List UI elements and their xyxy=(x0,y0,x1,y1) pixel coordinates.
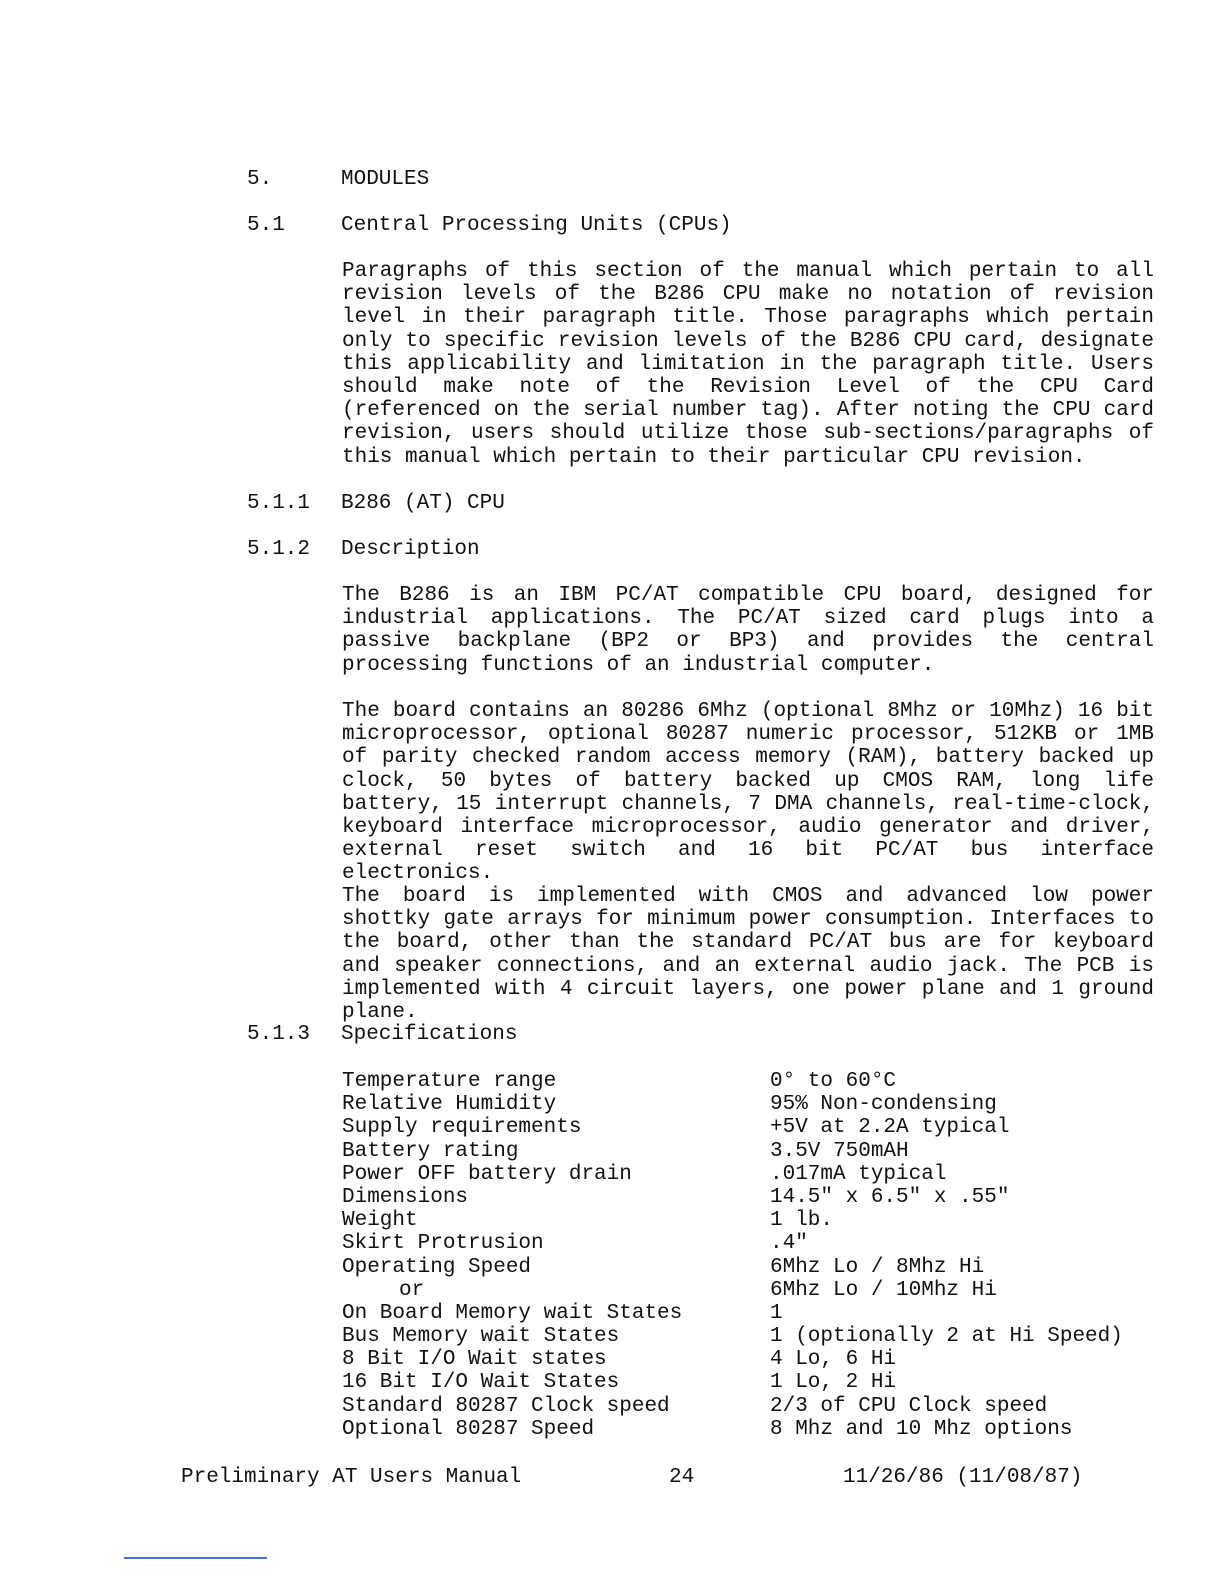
spec-label: Temperature range xyxy=(342,1070,557,1093)
spec-row xyxy=(342,1093,1154,1116)
specifications-table xyxy=(342,1070,1154,1441)
footer-page-number: 24 xyxy=(669,1466,695,1489)
section-5-1-heading xyxy=(247,214,732,237)
spec-label: Skirt Protrusion xyxy=(342,1232,544,1256)
spec-label: 16 Bit I/O Wait States xyxy=(342,1371,620,1395)
footer-title: Preliminary AT Users Manual xyxy=(181,1466,522,1489)
section-title: Description xyxy=(341,538,480,561)
spec-value: +5V at 2.2A typical xyxy=(770,1116,1010,1140)
spec-label: Optional 80287 Speed xyxy=(342,1417,595,1441)
spec-row xyxy=(342,1418,1154,1441)
spec-label: Relative Humidity xyxy=(342,1093,557,1117)
spec-value: 6Mhz Lo / 8Mhz Hi xyxy=(770,1255,985,1279)
spec-row xyxy=(342,1070,1154,1093)
section-number: 5.1.1 xyxy=(247,492,311,515)
spec-label: Dimensions xyxy=(342,1185,469,1209)
spec-row xyxy=(342,1209,1154,1232)
spec-value: 1 lb. xyxy=(770,1209,834,1233)
section-number: 5.1.2 xyxy=(247,538,311,561)
spec-row xyxy=(342,1348,1154,1371)
spec-value: 6Mhz Lo / 10Mhz Hi xyxy=(770,1278,997,1302)
spec-row xyxy=(342,1256,1154,1279)
spec-row xyxy=(342,1325,1154,1348)
spec-value: 2/3 of CPU Clock speed xyxy=(770,1394,1048,1418)
spec-value: .4" xyxy=(770,1232,808,1256)
spec-value: 1 Lo, 2 Hi xyxy=(770,1371,897,1395)
spec-value: 14.5" x 6.5" x .55" xyxy=(770,1185,1010,1209)
spec-row xyxy=(342,1186,1154,1209)
spec-value: 1 xyxy=(770,1301,783,1325)
spec-row xyxy=(342,1232,1154,1255)
spec-value: 8 Mhz and 10 Mhz options xyxy=(770,1417,1073,1441)
spec-row xyxy=(342,1116,1154,1139)
spec-row xyxy=(342,1371,1154,1394)
spec-value: .017mA typical xyxy=(770,1162,947,1186)
description-paragraph-1: The B286 is an IBM PC/AT compatible CPU board, designed for industrial applications. The PC/AT sized card plugs into a passive backplane (BP2 or BP3) and provides the central processing functions of an industrial computer. xyxy=(342,584,1154,677)
spec-value: 4 Lo, 6 Hi xyxy=(770,1348,897,1372)
spec-value: 3.5V 750mAH xyxy=(770,1139,909,1163)
spec-label: or xyxy=(399,1278,425,1302)
spec-label: Battery rating xyxy=(342,1139,519,1163)
spec-value: 1 (optionally 2 at Hi Speed) xyxy=(770,1325,1123,1349)
spec-value: 0° to 60°C xyxy=(770,1070,897,1093)
spec-row xyxy=(342,1140,1154,1163)
spec-label: 8 Bit I/O Wait states xyxy=(342,1348,607,1372)
scan-edge-line xyxy=(124,1557,267,1559)
spec-row xyxy=(342,1279,1154,1302)
description-paragraph-3: The board is implemented with CMOS and advanced low power shottky gate arrays for minimum power consumption. Interfaces to the board, other than the standard PC/AT bus are for keyboard and speaker connections, and an external audio jack. The PCB is implemented with 4 circuit layers, one power plane and 1 ground plane. xyxy=(342,885,1154,1025)
section-title: Specifications xyxy=(341,1023,518,1046)
spec-label: On Board Memory wait States xyxy=(342,1301,683,1325)
spec-label: Supply requirements xyxy=(342,1116,582,1140)
section-5-1-3-heading xyxy=(247,1023,517,1046)
section-5-1-2-heading xyxy=(247,538,480,561)
description-paragraph-2: The board contains an 80286 6Mhz (optional 8Mhz or 10Mhz) 16 bit microprocessor, optional 80287 numeric processor, 512KB or 1MB of parity checked random access memory (RAM), battery backed up clock, 50 bytes of battery backed up CMOS RAM, long life battery, 15 interrupt channels, 7 DMA channels, real-time-clock, keyboard interface microprocessor, audio generator and driver, external reset switch and 16 bit PC/AT bus interface electronics. xyxy=(342,700,1154,886)
section-5-heading xyxy=(247,168,429,191)
footer-date: 11/26/86 (11/08/87) xyxy=(843,1466,1083,1489)
section-title: MODULES xyxy=(341,168,430,191)
spec-label: Standard 80287 Clock speed xyxy=(342,1394,670,1418)
intro-paragraph: Paragraphs of this section of the manual which pertain to all revision levels of the B286 CPU make no notation of revision level in their paragraph title. Those paragraphs which pertain only to specific revision levels of the B286 CPU card, designate this applicability and limitation in the paragraph title. Users should make note of the Revision Level of the CPU Card (referenced on the serial number tag). After noting the CPU card revision, users should utilize those sub-sections/paragraphs of this manual which pertain to their particular CPU revision. xyxy=(342,260,1154,469)
section-number: 5.1.3 xyxy=(247,1023,311,1046)
spec-label: Bus Memory wait States xyxy=(342,1325,620,1349)
section-title: B286 (AT) CPU xyxy=(341,492,505,515)
spec-label: Operating Speed xyxy=(342,1255,532,1279)
spec-row xyxy=(342,1395,1154,1418)
section-5-1-1-heading xyxy=(247,492,505,515)
spec-row xyxy=(342,1163,1154,1186)
spec-label: Weight xyxy=(342,1209,418,1233)
section-number: 5.1 xyxy=(247,214,285,237)
spec-label: Power OFF battery drain xyxy=(342,1162,632,1186)
section-title: Central Processing Units (CPUs) xyxy=(341,214,732,237)
spec-row xyxy=(342,1302,1154,1325)
spec-value: 95% Non-condensing xyxy=(770,1093,997,1117)
section-number: 5. xyxy=(247,168,273,191)
